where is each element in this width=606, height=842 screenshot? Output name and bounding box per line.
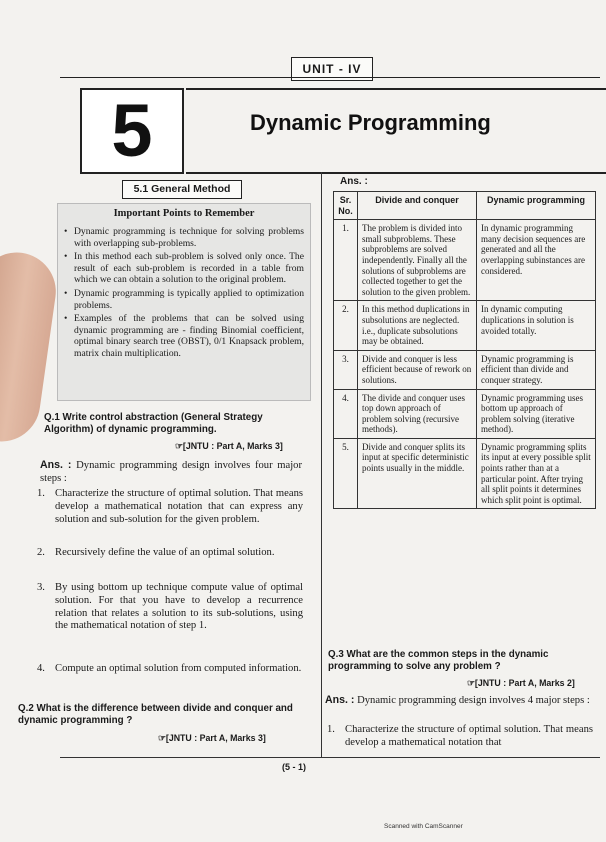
chapter-number: 5	[111, 89, 153, 172]
step-item: 4. Compute an optimal solution from computed information.	[37, 663, 302, 674]
bullet-icon: •	[64, 313, 68, 325]
column-header: Sr. No.	[334, 192, 358, 220]
list-item: • In this method each sub-problem is solved only once. The result of each sub-problem is recorded in a table from which we can obtain a solution to the original problem.	[64, 251, 304, 286]
list-item: • Examples of the problems that can be solved using dynamic programming are - finding Binomial coefficient, optimal binary search tree (OBST), 0/1 Knapsack problem, matrix chain multiplication.	[64, 313, 304, 359]
question-1: Q.1 Write control abstraction (General Strategy Algorithm) of dynamic programming.	[44, 412, 263, 435]
important-points-list	[64, 226, 304, 362]
unit-label: UNIT - IV	[291, 57, 373, 81]
chapter-title: Dynamic Programming	[250, 110, 491, 135]
table-row: 1. The problem is divided into small subproblems. These subproblems are solved independently. Finally all the solutions of subproblems are collected together to get the solution to the given problem. In dynamic programming many decision sequences are generated and all the overlapping subinstances are considered.	[334, 220, 596, 301]
answer-1-intro: Ans. : Dynamic programming design involves four major steps :	[40, 459, 302, 484]
question-3-ref: ☞[JNTU : Part A, Marks 2]	[467, 678, 575, 688]
chapter-number-box	[80, 88, 184, 174]
step-item: 1. Characterize the structure of optimal solution. That means develop a mathematical notation that can express any solution and sub-solution for the given problem.	[37, 488, 303, 525]
step-item: 2. Recursively define the value of an optimal solution.	[37, 547, 275, 558]
bullet-icon: •	[64, 251, 68, 263]
table-row: 5. Divide and conquer splits its input at specific deterministic points usually in the middle. Dynamic programming splits its input at every possible split points rather than at a particular point. After trying all split points it determines which split point is optimal.	[334, 438, 596, 509]
question-2-ref: ☞[JNTU : Part A, Marks 3]	[158, 733, 266, 743]
answer-2-label: Ans. :	[340, 176, 368, 187]
bullet-icon: •	[64, 226, 68, 237]
important-points-title: Important Points to Remember	[113, 208, 255, 219]
step-item: 3. By using bottom up technique compute value of optimal solution. For that you have to develop a recurrence relation that relates a solution to its sub-solutions, using the mathematical notation of step 1.	[37, 582, 303, 632]
list-item: • Dynamic programming is technique for solving problems with overlapping sub-problems.	[64, 226, 304, 249]
question-1-ref: ☞[JNTU : Part A, Marks 3]	[175, 441, 283, 451]
header-rule	[60, 77, 600, 78]
section-heading: 5.1 General Method	[122, 180, 242, 199]
answer-3-intro: Ans. : Dynamic programming design involves 4 major steps :	[325, 694, 590, 706]
table-header-row	[334, 192, 596, 220]
question-2: Q.2 What is the difference between divide and conquer and dynamic programming ?	[18, 703, 293, 726]
column-header: Divide and conquer	[358, 192, 477, 220]
comparison-table	[333, 191, 596, 509]
table-row: 4. The divide and conquer uses top down approach of problem solving (recursive methods). Dynamic programming uses bottom up approach of problem solving (iterative method).	[334, 389, 596, 438]
table-row: 3. Divide and conquer is less efficient because of rework on solutions. Dynamic programming is efficient than divide and conquer strategy.	[334, 350, 596, 389]
column-divider	[321, 172, 322, 757]
important-points-box	[57, 203, 311, 401]
list-item: • Dynamic programming is typically applied to optimization problems.	[64, 287, 304, 311]
column-header: Dynamic programming	[477, 192, 596, 220]
question-3: Q.3 What are the common steps in the dynamic programming to solve any problem ?	[328, 649, 549, 672]
page-number: (5 - 1)	[282, 762, 307, 772]
bullet-icon: •	[64, 287, 68, 299]
table-row: 2. In this method duplications in subsolutions are neglected. i.e., duplicate subsolutions may be obtained. In dynamic computing duplications in solution is avoided totally.	[334, 301, 596, 350]
step-item: 1. Characterize the structure of optimal solution. That means develop a mathematical notation that	[327, 724, 593, 748]
footer-rule	[60, 757, 600, 758]
scanner-watermark: Scanned with CamScanner	[384, 823, 463, 830]
